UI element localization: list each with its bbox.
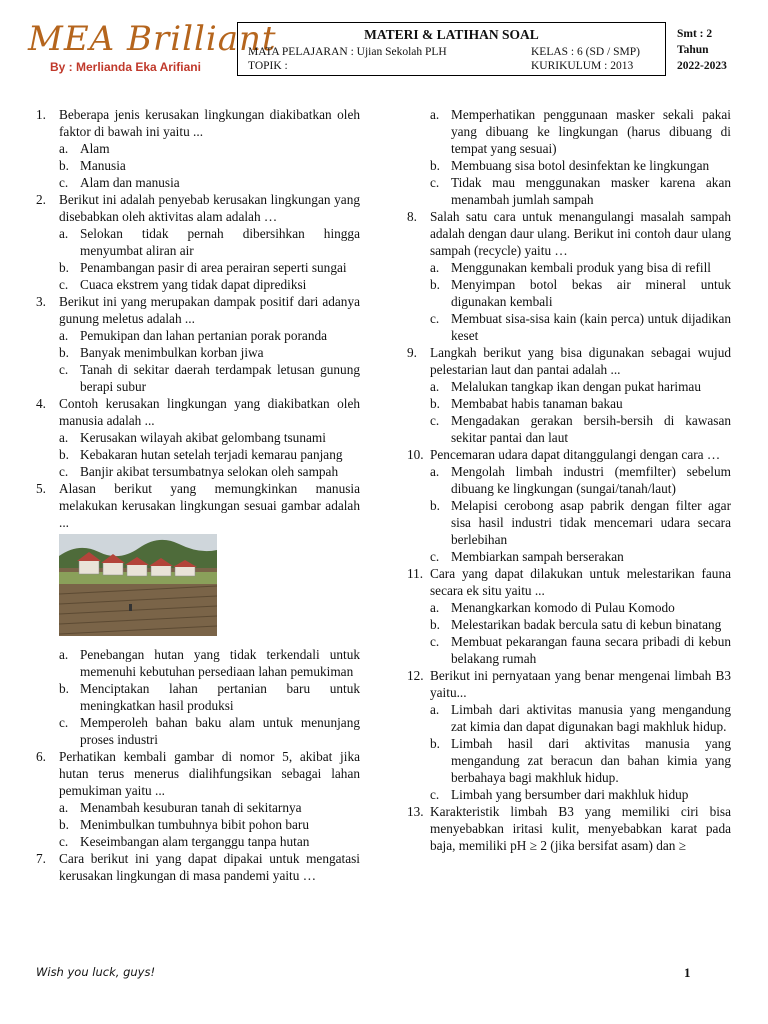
option-letter: c. bbox=[430, 413, 440, 428]
question-text: Berikut ini pernyataan yang benar mengenai limbah B3 yaitu... bbox=[430, 668, 731, 700]
left-column bbox=[36, 106, 360, 884]
option-text: Limbah dari aktivitas manusia yang mengandung zat kimia dan dapat digunakan bagi makhluk hidup. bbox=[451, 702, 731, 734]
option-letter: a. bbox=[59, 800, 69, 815]
option-letter: b. bbox=[430, 158, 440, 173]
question-options bbox=[36, 799, 360, 850]
answer-option bbox=[407, 633, 731, 667]
option-text: Alam dan manusia bbox=[80, 175, 180, 190]
question-options bbox=[36, 327, 360, 395]
option-text: Melestarikan badak bercula satu di kebun binatang bbox=[451, 617, 722, 632]
question-text: Cara berikut ini yang dapat dipakai untuk mengatasi kerusakan lingkungan di masa pandemi yaitu … bbox=[59, 851, 360, 883]
option-text: Alam bbox=[80, 141, 110, 156]
answer-option bbox=[36, 799, 360, 816]
option-letter: b. bbox=[59, 817, 69, 832]
question-options bbox=[36, 429, 360, 480]
option-letter: a. bbox=[430, 464, 440, 479]
answer-option bbox=[407, 276, 731, 310]
option-text: Membuat pekarangan fauna secara pribadi di kebun belakang rumah bbox=[451, 634, 731, 666]
option-letter: b. bbox=[59, 158, 69, 173]
answer-option bbox=[407, 378, 731, 395]
answer-option bbox=[407, 310, 731, 344]
answer-option bbox=[407, 548, 731, 565]
option-letter: c. bbox=[430, 175, 440, 190]
answer-option bbox=[36, 463, 360, 480]
question-options bbox=[36, 225, 360, 293]
option-text: Menggunakan kembali produk yang bisa di refill bbox=[451, 260, 711, 275]
option-text: Menyimpan botol bekas air mineral untuk digunakan kembali bbox=[451, 277, 731, 309]
answer-option bbox=[36, 174, 360, 191]
answer-option bbox=[407, 735, 731, 786]
answer-option bbox=[36, 361, 360, 395]
option-letter: c. bbox=[59, 175, 69, 190]
question-number: 9. bbox=[407, 345, 417, 360]
topic-field: TOPIK : bbox=[248, 60, 288, 72]
question-item bbox=[36, 106, 360, 140]
option-text: Limbah yang bersumber dari makhluk hidup bbox=[451, 787, 689, 802]
housing-photo bbox=[59, 534, 217, 636]
semester-info bbox=[677, 26, 727, 74]
option-letter: a. bbox=[430, 260, 440, 275]
option-text: Menangkarkan komodo di Pulau Komodo bbox=[451, 600, 675, 615]
question-options bbox=[407, 463, 731, 565]
answer-option bbox=[36, 327, 360, 344]
option-letter: a. bbox=[59, 430, 69, 445]
option-text: Melapisi cerobong asap pabrik dengan filter agar sisa hasil industri tidak mencemari udara secara berlebihan bbox=[451, 498, 731, 547]
option-letter: a. bbox=[59, 647, 69, 662]
year-value: 2022-2023 bbox=[677, 60, 727, 72]
question-number: 10. bbox=[407, 447, 424, 462]
brand-logo-text: MEA Brilliant bbox=[28, 19, 277, 59]
option-letter: b. bbox=[59, 345, 69, 360]
question-options bbox=[407, 378, 731, 446]
option-text: Memperhatikan penggunaan masker sekali pakai yang dibuang ke lingkungan (harus dibuang di tempat yang sesuai) bbox=[451, 107, 731, 156]
option-text: Penebangan hutan yang tidak terkendali untuk memenuhi kebutuhan persediaan lahan pemukiman bbox=[80, 647, 360, 679]
question-number: 2. bbox=[36, 192, 46, 207]
question-item bbox=[407, 446, 731, 463]
question-options bbox=[407, 701, 731, 803]
answer-option bbox=[36, 157, 360, 174]
semester-label: Smt : 2 bbox=[677, 28, 713, 40]
answer-option bbox=[36, 140, 360, 157]
answer-option bbox=[407, 701, 731, 735]
question-7-options bbox=[407, 106, 731, 208]
answer-option bbox=[407, 157, 731, 174]
question-number: 3. bbox=[36, 294, 46, 309]
answer-option bbox=[407, 259, 731, 276]
option-letter: c. bbox=[59, 277, 69, 292]
option-letter: b. bbox=[430, 498, 440, 513]
subject-field: MATA PELAJARAN : Ujian Sekolah PLH bbox=[248, 46, 447, 58]
option-letter: b. bbox=[59, 447, 69, 462]
header-box bbox=[237, 22, 666, 76]
answer-option bbox=[407, 463, 731, 497]
question-text: Berikut ini adalah penyebab kerusakan lingkungan yang disebabkan oleh aktivitas alam adalah … bbox=[59, 192, 360, 224]
question-text: Salah satu cara untuk menangulangi masalah sampah adalah dengan daur ulang. Berikut ini contoh daur ulang sampah (recycle) yaitu … bbox=[430, 209, 731, 258]
question-number: 13. bbox=[407, 804, 424, 819]
question-text: Pencemaran udara dapat ditanggulangi dengan cara … bbox=[430, 447, 721, 462]
answer-option bbox=[407, 412, 731, 446]
answer-option bbox=[36, 646, 360, 680]
option-text: Memperoleh bahan baku alam untuk menunjang proses industri bbox=[80, 715, 360, 747]
question-options bbox=[36, 140, 360, 191]
option-text: Penambangan pasir di area perairan seperti sungai bbox=[80, 260, 347, 275]
option-text: Banyak menimbulkan korban jiwa bbox=[80, 345, 264, 360]
question-number: 6. bbox=[36, 749, 46, 764]
question-text: Alasan berikut yang memungkinkan manusia melakukan kerusakan lingkungan sesuai gambar adalah ... bbox=[59, 481, 360, 530]
option-letter: a. bbox=[430, 600, 440, 615]
question-number: 5. bbox=[36, 481, 46, 496]
option-letter: c. bbox=[430, 311, 440, 326]
question-text: Karakteristik limbah B3 yang memiliki ciri bisa menyebabkan iritasi kulit, menyebabkan karat pada baja, memiliki pH ≥ 2 (jika bersifat asam) dan ≥ bbox=[430, 804, 731, 853]
option-letter: c. bbox=[430, 549, 440, 564]
curriculum-field: KURIKULUM : 2013 bbox=[531, 60, 634, 72]
page-number: 1 bbox=[684, 965, 691, 980]
question-number: 11. bbox=[407, 566, 424, 581]
right-column bbox=[407, 106, 731, 854]
option-text: Melalukan tangkap ikan dengan pukat harimau bbox=[451, 379, 701, 394]
question-number: 12. bbox=[407, 668, 424, 683]
question-item bbox=[36, 480, 360, 531]
question-item bbox=[407, 344, 731, 378]
answer-option bbox=[36, 429, 360, 446]
author-byline: By : Merlianda Eka Arifiani bbox=[50, 60, 201, 74]
footer-message: Wish you luck, guys! bbox=[36, 965, 156, 979]
question-text: Cara yang dapat dilakukan untuk melestarikan fauna secara ek situ yaitu ... bbox=[430, 566, 731, 598]
option-text: Manusia bbox=[80, 158, 126, 173]
question-options bbox=[407, 599, 731, 667]
answer-option bbox=[407, 599, 731, 616]
option-letter: a. bbox=[430, 107, 440, 122]
option-text: Menciptakan lahan pertanian baru untuk meningkatkan hasil produksi bbox=[80, 681, 360, 713]
question-item bbox=[36, 293, 360, 327]
question-item bbox=[36, 850, 360, 884]
option-text: Membuang sisa botol desinfektan ke lingkungan bbox=[451, 158, 710, 173]
answer-option bbox=[36, 446, 360, 463]
option-text: Tanah di sekitar daerah terdampak letusan gunung berapi subur bbox=[80, 362, 360, 394]
option-text: Cuaca ekstrem yang tidak dapat diprediksi bbox=[80, 277, 307, 292]
option-text: Menimbulkan tumbuhnya bibit pohon baru bbox=[80, 817, 309, 832]
question-text: Berikut ini yang merupakan dampak positif dari adanya gunung meletus adalah ... bbox=[59, 294, 360, 326]
question-text: Beberapa jenis kerusakan lingkungan diakibatkan oleh faktor di bawah ini yaitu ... bbox=[59, 107, 360, 139]
question-number: 4. bbox=[36, 396, 46, 411]
answer-option bbox=[36, 816, 360, 833]
question-number: 1. bbox=[36, 107, 46, 122]
option-letter: c. bbox=[59, 464, 69, 479]
option-letter: c. bbox=[430, 634, 440, 649]
option-letter: c. bbox=[59, 362, 69, 377]
question-text: Contoh kerusakan lingkungan yang diakibatkan oleh manusia adalah ... bbox=[59, 396, 360, 428]
answer-option bbox=[407, 786, 731, 803]
option-letter: b. bbox=[430, 396, 440, 411]
answer-option bbox=[36, 276, 360, 293]
question-item bbox=[36, 191, 360, 225]
year-label: Tahun bbox=[677, 44, 709, 56]
option-text: Limbah hasil dari aktivitas manusia yang mengandung zat beracun dan bahan kimia yang berbahaya bagi makhluk hidup. bbox=[451, 736, 731, 785]
doc-title: MATERI & LATIHAN SOAL bbox=[364, 27, 539, 42]
option-letter: a. bbox=[430, 379, 440, 394]
question-options bbox=[36, 646, 360, 748]
question-item bbox=[407, 667, 731, 701]
option-text: Banjir akibat tersumbatnya selokan oleh sampah bbox=[80, 464, 339, 479]
answer-option bbox=[407, 106, 731, 157]
option-text: Tidak mau menggunakan masker karena akan menambah jumlah sampah bbox=[451, 175, 731, 207]
answer-option bbox=[36, 833, 360, 850]
option-text: Mengadakan gerakan bersih-bersih di kawasan sekitar pantai dan laut bbox=[451, 413, 731, 445]
answer-option bbox=[407, 616, 731, 633]
option-letter: b. bbox=[430, 617, 440, 632]
option-text: Membuat sisa-sisa kain (kain perca) untuk dijadikan keset bbox=[451, 311, 731, 343]
option-letter: b. bbox=[430, 736, 440, 751]
option-letter: b. bbox=[59, 681, 69, 696]
option-letter: b. bbox=[430, 277, 440, 292]
question-number: 7. bbox=[36, 851, 46, 866]
question-item bbox=[36, 395, 360, 429]
question-options bbox=[407, 259, 731, 344]
answer-option bbox=[407, 497, 731, 548]
answer-option bbox=[36, 225, 360, 259]
question-number: 8. bbox=[407, 209, 417, 224]
option-text: Keseimbangan alam terganggu tanpa hutan bbox=[80, 834, 310, 849]
option-letter: b. bbox=[59, 260, 69, 275]
option-text: Pemukipan dan lahan pertanian porak poranda bbox=[80, 328, 328, 343]
answer-option bbox=[36, 259, 360, 276]
option-letter: a. bbox=[59, 141, 69, 156]
option-text: Membiarkan sampah berserakan bbox=[451, 549, 624, 564]
option-letter: c. bbox=[59, 715, 69, 730]
question-item bbox=[407, 208, 731, 259]
option-text: Kebakaran hutan setelah terjadi kemarau panjang bbox=[80, 447, 343, 462]
class-field: KELAS : 6 (SD / SMP) bbox=[531, 46, 640, 58]
option-letter: c. bbox=[430, 787, 440, 802]
option-letter: a. bbox=[430, 702, 440, 717]
question-item bbox=[407, 803, 731, 854]
answer-option bbox=[407, 174, 731, 208]
answer-option bbox=[36, 680, 360, 714]
answer-option bbox=[36, 344, 360, 361]
option-text: Membabat habis tanaman bakau bbox=[451, 396, 623, 411]
answer-option bbox=[407, 395, 731, 412]
option-text: Selokan tidak pernah dibersihkan hingga menyumbat aliran air bbox=[80, 226, 360, 258]
option-text: Kerusakan wilayah akibat gelombang tsunami bbox=[80, 430, 326, 445]
question-item bbox=[407, 565, 731, 599]
option-text: Menambah kesuburan tanah di sekitarnya bbox=[80, 800, 302, 815]
question-item bbox=[36, 748, 360, 799]
option-letter: a. bbox=[59, 226, 69, 241]
question-text: Langkah berikut yang bisa digunakan sebagai wujud pelestarian laut dan pantai adalah ... bbox=[430, 345, 731, 377]
option-text: Mengolah limbah industri (memfilter) sebelum dibuang ke lingkungan (sungai/tanah/laut) bbox=[451, 464, 731, 496]
option-letter: c. bbox=[59, 834, 69, 849]
question-text: Perhatikan kembali gambar di nomor 5, akibat jika hutan terus menerus dialihfungsikan sebagai lahan pemukiman yaitu ... bbox=[59, 749, 360, 798]
answer-option bbox=[36, 714, 360, 748]
option-letter: a. bbox=[59, 328, 69, 343]
